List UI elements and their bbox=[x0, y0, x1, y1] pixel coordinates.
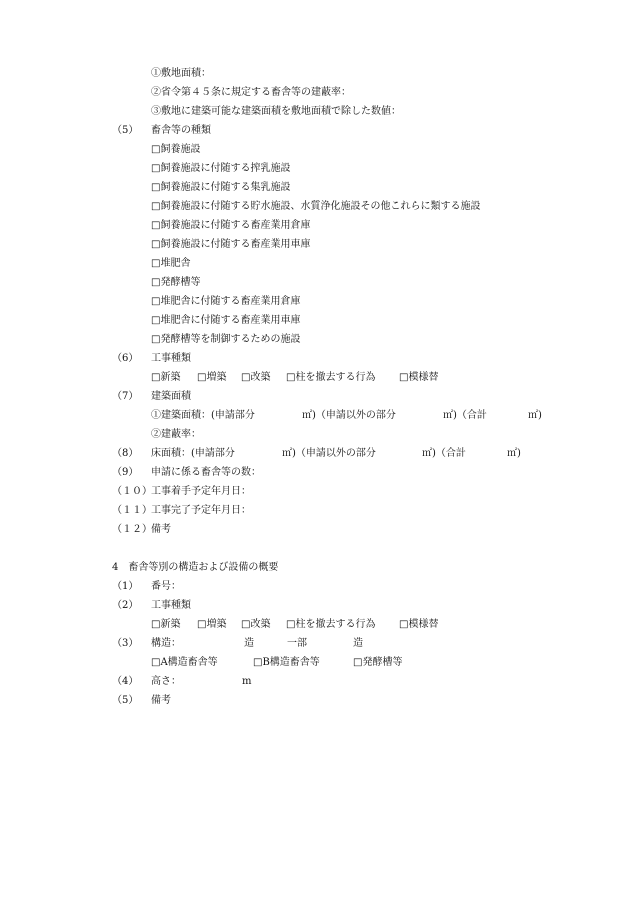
item-5-number: （5） bbox=[112, 125, 139, 136]
building-number-label: 番号： bbox=[151, 581, 181, 592]
item-7-number: （7） bbox=[112, 391, 139, 402]
option-rebuild[interactable]: □改築 bbox=[241, 619, 271, 630]
remarks-label: 備考 bbox=[151, 524, 171, 535]
building-area-total-unit: ㎡) bbox=[528, 410, 542, 421]
option-rebuild[interactable]: □改築 bbox=[241, 372, 271, 383]
s4-construction-type-label: 工事種類 bbox=[151, 600, 191, 611]
s4-item-5-number: （5） bbox=[112, 695, 139, 706]
structure-label: 構造： bbox=[151, 638, 181, 649]
type-option[interactable]: □堆肥舎に付随する畜産業用倉庫 bbox=[151, 296, 301, 307]
s4-item-2-number: （2） bbox=[112, 600, 139, 611]
floor-area-other: ㎡)（申請以外の部分 bbox=[282, 448, 376, 459]
building-count-label: 申請に係る畜舎等の数： bbox=[151, 467, 261, 478]
floor-area-total-unit: ㎡) bbox=[507, 448, 521, 459]
s4-item-4-number: （4） bbox=[112, 676, 139, 687]
building-coverage-label: ②建蔽率： bbox=[151, 429, 201, 440]
structure-partial-label: 一部 bbox=[287, 638, 307, 649]
building-area-other: ㎡)（申請以外の部分 bbox=[302, 410, 396, 421]
structure-partial-suffix: 造 bbox=[353, 638, 363, 649]
type-option[interactable]: □飼養施設に付随する畜産業用車庫 bbox=[151, 239, 311, 250]
completion-date-label: 工事完了予定年月日： bbox=[151, 505, 251, 516]
item-11-number: （１１） bbox=[112, 505, 152, 516]
item-9-number: （9） bbox=[112, 467, 139, 478]
livestock-building-type-label: 畜舎等の種類 bbox=[151, 125, 211, 136]
item-12-number: （１２） bbox=[112, 524, 152, 535]
construction-type-label: 工事種類 bbox=[151, 353, 191, 364]
structure-main-suffix: 造 bbox=[244, 638, 254, 649]
type-option[interactable]: □飼養施設に付随する畜産業用倉庫 bbox=[151, 220, 311, 231]
height-label: 高さ： bbox=[151, 676, 181, 687]
building-area-total: ㎡)（合計 bbox=[443, 410, 487, 421]
item-10-number: （１０） bbox=[112, 486, 152, 497]
type-option[interactable]: □堆肥舎 bbox=[151, 258, 191, 269]
option-remodel[interactable]: □模様替 bbox=[399, 619, 439, 630]
building-area-label: 建築面積 bbox=[151, 391, 191, 402]
type-option[interactable]: □堆肥舎に付随する畜産業用車庫 bbox=[151, 315, 301, 326]
option-remove-pillar[interactable]: □柱を撤去する行為 bbox=[286, 619, 376, 630]
option-new-build[interactable]: □新築 bbox=[151, 372, 181, 383]
s4-item-1-number: （1） bbox=[112, 581, 139, 592]
option-new-build[interactable]: □新築 bbox=[151, 619, 181, 630]
option-fermenter[interactable]: □発酵槽等 bbox=[353, 657, 403, 668]
option-remodel[interactable]: □模様替 bbox=[399, 372, 439, 383]
type-option[interactable]: □飼養施設に付随する貯水施設、水質浄化施設その他これらに類する施設 bbox=[151, 201, 481, 212]
option-extension[interactable]: □増築 bbox=[197, 372, 227, 383]
s4-remarks-label: 備考 bbox=[151, 695, 171, 706]
building-area-applied: ①建築面積：(申請部分 bbox=[151, 410, 255, 421]
height-unit: m bbox=[242, 676, 252, 687]
option-extension[interactable]: □増築 bbox=[197, 619, 227, 630]
item-8-number: （8） bbox=[112, 448, 139, 459]
option-a-structure[interactable]: □A構造畜舎等 bbox=[151, 657, 218, 668]
type-option[interactable]: □発酵槽等を制御するための施設 bbox=[151, 334, 301, 345]
type-option[interactable]: □飼養施設に付随する集乳施設 bbox=[151, 182, 291, 193]
s4-item-3-number: （3） bbox=[112, 638, 139, 649]
floor-area-total: ㎡)（合計 bbox=[422, 448, 466, 459]
building-coverage-rule-label: ②省令第４５条に規定する畜舎等の建蔽率： bbox=[151, 87, 351, 98]
option-remove-pillar[interactable]: □柱を撤去する行為 bbox=[286, 372, 376, 383]
type-option[interactable]: □飼養施設に付随する搾乳施設 bbox=[151, 163, 291, 174]
option-b-structure[interactable]: □B構造畜舎等 bbox=[253, 657, 320, 668]
section-4-title: 4 畜舎等別の構造および設備の概要 bbox=[112, 562, 279, 573]
site-area-label: ①敷地面積： bbox=[151, 68, 211, 79]
type-option[interactable]: □飼養施設 bbox=[151, 144, 201, 155]
floor-area-applied: 床面積：(申請部分 bbox=[151, 448, 235, 459]
type-option[interactable]: □発酵槽等 bbox=[151, 277, 201, 288]
buildable-ratio-label: ③敷地に建築可能な建築面積を敷地面積で除した数値： bbox=[151, 106, 401, 117]
item-6-number: （6） bbox=[112, 353, 139, 364]
start-date-label: 工事着手予定年月日： bbox=[151, 486, 251, 497]
